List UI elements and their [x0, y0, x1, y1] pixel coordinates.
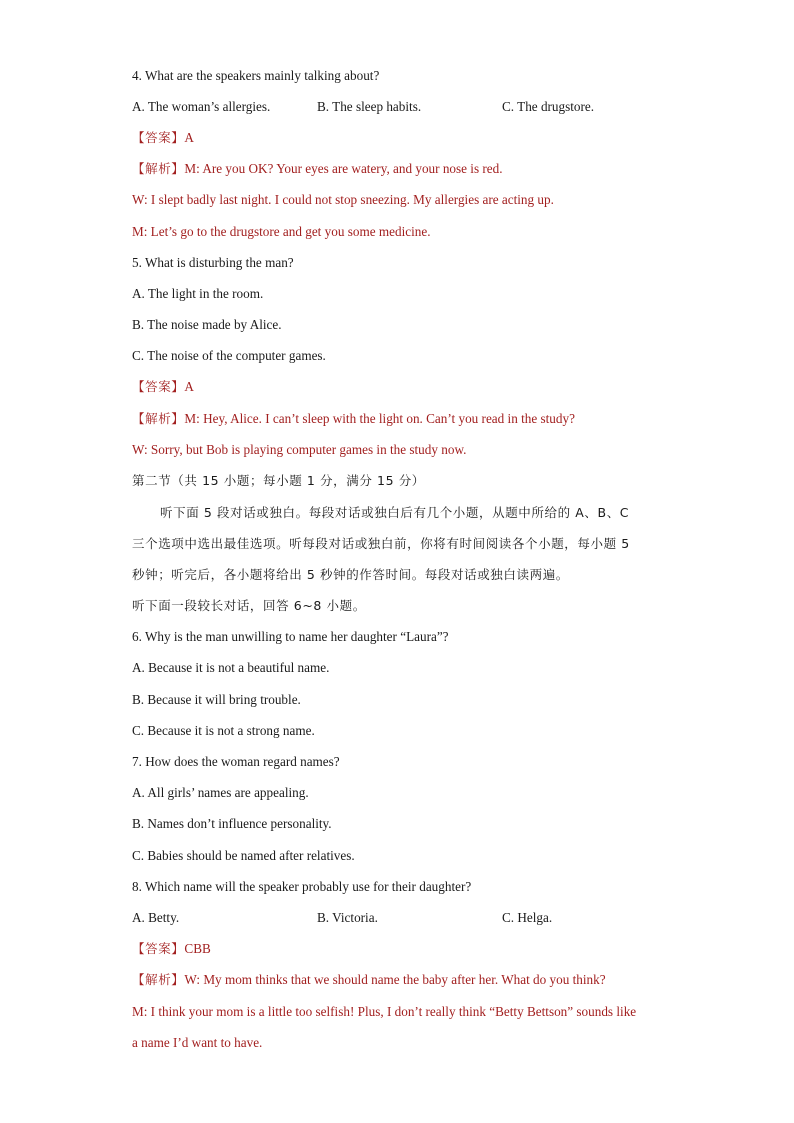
q4-analysis-line-2: W: I slept badly last night. I could not stop sneezing. My allergies are acting up. — [132, 192, 554, 207]
q6-option-a: A. Because it is not a beautiful name. — [132, 660, 330, 675]
analysis-tag: 【解析】 — [132, 411, 185, 426]
q7-option-a: A. All girls’ names are appealing. — [132, 785, 309, 800]
q5-stem: 5. What is disturbing the man? — [132, 255, 294, 270]
q6-option-b: B. Because it will bring trouble. — [132, 692, 301, 707]
section2-lead: 听下面一段较长对话，回答 6~8 小题。 — [132, 598, 366, 613]
q7-option-c: C. Babies should be named after relatives. — [132, 848, 355, 863]
answer-tag: 【答案】 — [132, 941, 185, 956]
q4-answer — [132, 129, 194, 147]
q4-analysis-line-3: M: Let’s go to the drugstore and get you some medicine. — [132, 224, 431, 239]
q8-analysis-line-1 — [132, 971, 606, 989]
answer-tag: 【答案】 — [132, 379, 185, 394]
q5-option-a: A. The light in the room. — [132, 286, 264, 301]
q8-analysis-line-3: a name I’d want to have. — [132, 1035, 263, 1050]
q8-stem: 8. Which name will the speaker probably use for their daughter? — [132, 879, 472, 894]
q5-option-b: B. The noise made by Alice. — [132, 317, 282, 332]
q7-option-b: B. Names don’t influence personality. — [132, 816, 332, 831]
q8-option-c: C. Helga. — [502, 910, 553, 925]
q4-analysis-line-1 — [132, 160, 503, 178]
analysis-tag: 【解析】 — [132, 972, 185, 987]
q5-option-c: C. The noise of the computer games. — [132, 348, 326, 363]
q8-answer — [132, 940, 211, 958]
q7-stem: 7. How does the woman regard names? — [132, 754, 340, 769]
q5-analysis-line-2: W: Sorry, but Bob is playing computer games in the study now. — [132, 442, 467, 457]
section2-heading: 第二节（共 15 小题；每小题 1 分，满分 15 分） — [132, 473, 425, 488]
section2-instruction-3: 秒钟；听完后，各小题将给出 5 秒钟的作答时间。每段对话或独白读两遍。 — [132, 567, 569, 582]
q6-option-c: C. Because it is not a strong name. — [132, 723, 315, 738]
q4-analysis-text-1: M: Are you OK? Your eyes are watery, and your nose is red. — [184, 161, 503, 176]
q5-answer-value: A — [184, 379, 194, 394]
q4-option-b: B. The sleep habits. — [317, 99, 422, 114]
section2-instruction-1: 听下面 5 段对话或独白。每段对话或独白后有几个小题，从题中所给的 A、B、C — [160, 505, 630, 520]
q8-answer-value: CBB — [184, 941, 211, 956]
q8-option-b: B. Victoria. — [317, 910, 378, 925]
q6-stem: 6. Why is the man unwilling to name her daughter “Laura”? — [132, 629, 449, 644]
answer-tag: 【答案】 — [132, 130, 185, 145]
q5-analysis-line-1 — [132, 410, 575, 428]
q4-answer-value: A — [184, 130, 194, 145]
q4-option-c: C. The drugstore. — [502, 99, 595, 114]
q4-stem: 4. What are the speakers mainly talking about? — [132, 68, 380, 83]
q8-option-a: A. Betty. — [132, 910, 180, 925]
q8-analysis-text-1: W: My mom thinks that we should name the baby after her. What do you think? — [184, 972, 606, 987]
q5-analysis-text-1: M: Hey, Alice. I can’t sleep with the light on. Can’t you read in the study? — [184, 411, 575, 426]
q5-answer — [132, 378, 194, 396]
analysis-tag: 【解析】 — [132, 161, 185, 176]
q8-analysis-line-2: M: I think your mom is a little too selfish! Plus, I don’t really think “Betty Bettson” sounds like — [132, 1004, 637, 1019]
q4-option-a: A. The woman’s allergies. — [132, 99, 271, 114]
section2-instruction-2: 三个选项中选出最佳选项。听每段对话或独白前，你将有时间阅读各个小题，每小题 5 — [132, 536, 630, 551]
